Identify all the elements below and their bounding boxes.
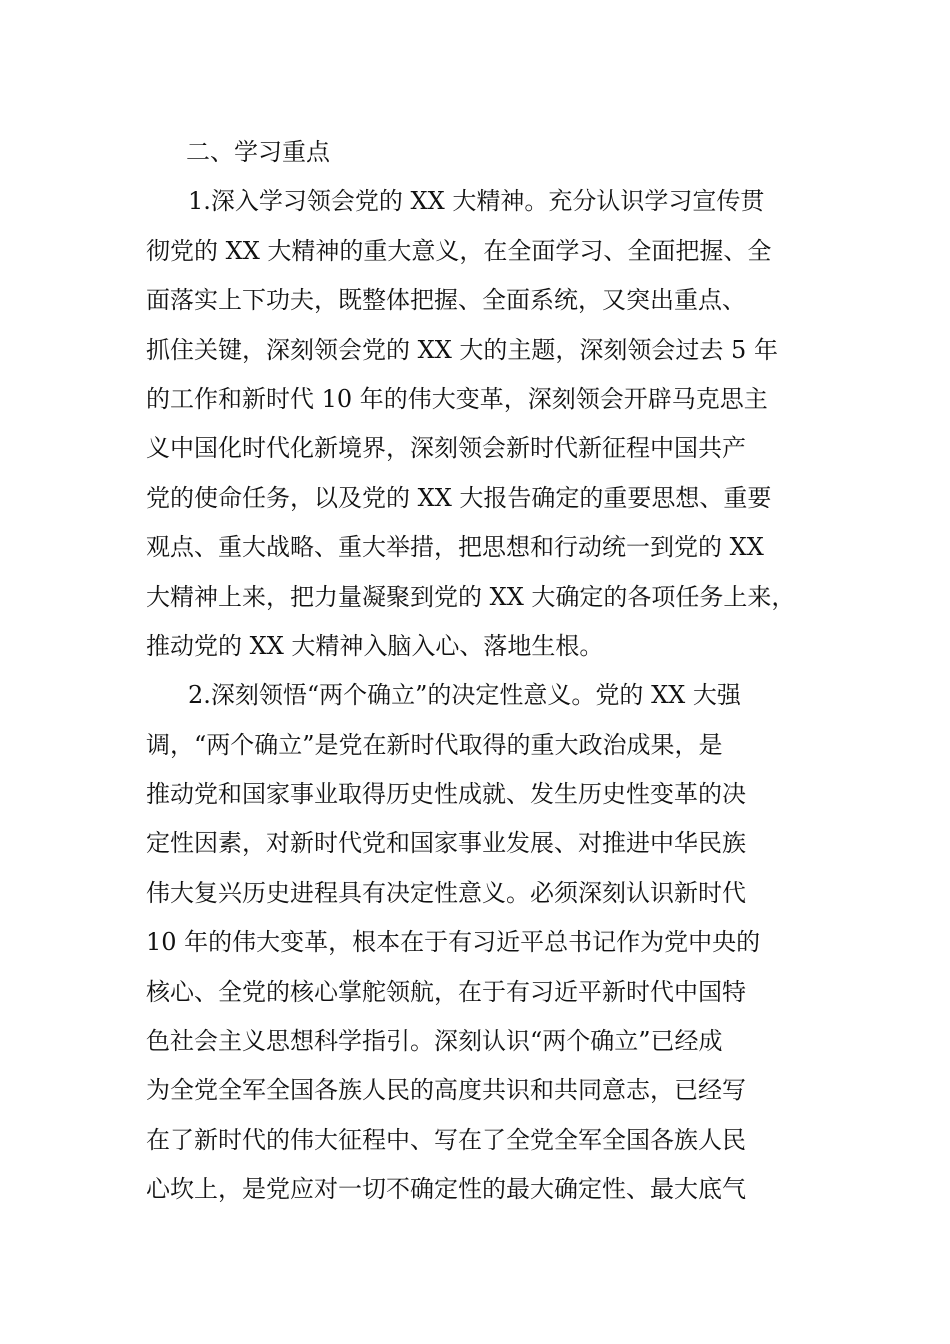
paragraph-1-line-8: 观点、重大战略、重大举措，把思想和行动统一到党的 XX — [146, 533, 764, 562]
paragraph-2-line-2: 调，“两个确立”是党在新时代取得的重大政治成果，是 — [146, 730, 723, 759]
paragraph-2-line-11: 心坎上，是党应对一切不确定性的最大确定性、最大底气 — [146, 1175, 746, 1204]
paragraph-2-line-1: 2.深刻领悟“两个确立”的决定性意义。党的 XX 大强 — [188, 681, 741, 710]
paragraph-1-line-6: 义中国化时代化新境界，深刻领会新时代新征程中国共产 — [146, 434, 746, 463]
paragraph-1-line-10: 推动党的 XX 大精神入脑入心、落地生根。 — [146, 631, 604, 660]
paragraph-2-line-3: 推动党和国家事业取得历史性成就、发生历史性变革的决 — [146, 780, 746, 809]
paragraph-1-line-9: 大精神上来，把力量凝聚到党的 XX 大确定的各项任务上来， — [146, 582, 796, 611]
document-body — [146, 128, 816, 1215]
paragraph-2-line-10: 在了新时代的伟大征程中、写在了全党全军全国各族人民 — [146, 1125, 746, 1154]
paragraph-2-line-8: 色社会主义思想科学指引。深刻认识“两个确立”已经成 — [146, 1027, 723, 1056]
paragraph-1-line-5: 的工作和新时代 10 年的伟大变革，深刻领会开辟马克思主 — [146, 384, 768, 413]
paragraph-1-line-4: 抓住关键，深刻领会党的 XX 大的主题，深刻领会过去 5 年 — [146, 335, 778, 364]
paragraph-1-line-2: 彻党的 XX 大精神的重大意义，在全面学习、全面把握、全 — [146, 236, 772, 265]
paragraph-2-line-7: 核心、全党的核心掌舵领航，在于有习近平新时代中国特 — [146, 977, 746, 1006]
paragraph-2-line-6: 10 年的伟大变革，根本在于有习近平总书记作为党中央的 — [146, 928, 761, 957]
paragraph-2-line-9: 为全党全军全国各族人民的高度共识和共同意志，已经写 — [146, 1076, 746, 1105]
paragraph-2-line-4: 定性因素，对新时代党和国家事业发展、对推进中华民族 — [146, 829, 746, 858]
paragraph-1-line-3: 面落实上下功夫，既整体把握、全面系统，又突出重点、 — [146, 286, 746, 315]
section-heading: 二、学习重点 — [186, 138, 330, 166]
paragraph-1-line-1: 1.深入学习领会党的 XX 大精神。充分认识学习宣传贯 — [188, 187, 765, 216]
paragraph-2-line-5: 伟大复兴历史进程具有决定性意义。必须深刻认识新时代 — [146, 878, 746, 907]
paragraph-1-line-7: 党的使命任务，以及党的 XX 大报告确定的重要思想、重要 — [146, 483, 772, 512]
